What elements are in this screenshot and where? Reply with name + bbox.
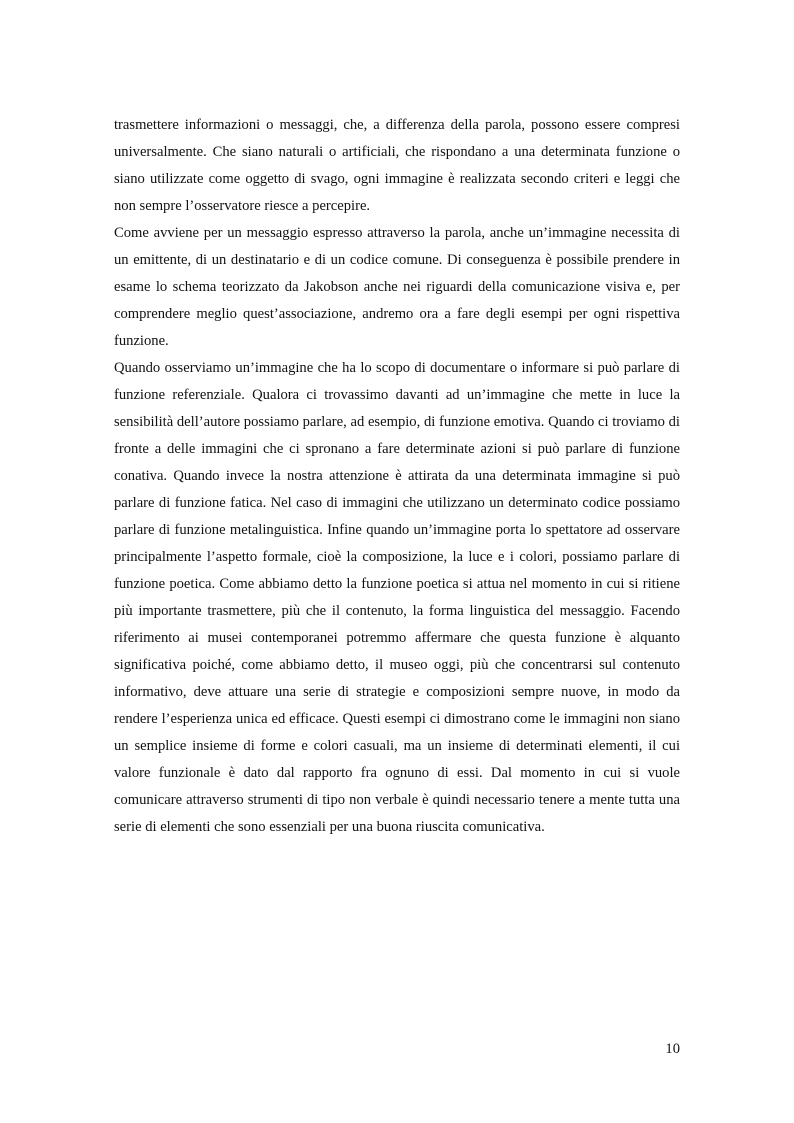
page-number: 10 bbox=[665, 1041, 680, 1057]
paragraph-1: trasmettere informazioni o messaggi, che, a differenza della parola, possono essere compresi universalmente. Che siano naturali o artificiali, che rispondano a una determinata funzione o siano utilizzate come oggetto di svago, ogni immagine è realizzata secondo criteri e leggi che non sempre l’osservatore riesce a percepire. bbox=[114, 117, 680, 214]
paragraph-3: Quando osserviamo un’immagine che ha lo scopo di documentare o informare si può parlare di funzione referenziale. Qualora ci trovassimo davanti ad un’immagine che mette in luce la sensibilità dell’autore possiamo parlare, ad esempio, di funzione emotiva. Quando ci troviamo di fronte a delle immagini che ci spronano a fare determinate azioni si può parlare di funzione conativa. Quando invece la nostra attenzione è attirata da una determinata immagine si può parlare di funzione fatica. Nel caso di immagini che utilizzano un determinato codice possiamo parlare di funzione metalinguistica. Infine quando un’immagine porta lo spettatore ad osservare principalmente l’aspetto formale, cioè la composizione, la luce e i colori, possiamo parlare di funzione poetica. Come abbiamo detto la funzione poetica si attua nel momento in cui si ritiene più importante trasmettere, più che il contenuto, la forma linguistica del messaggio. Facendo riferimento ai musei contemporanei potremmo affermare che questa funzione è alquanto significativa poiché, come abbiamo detto, il museo oggi, più che concentrarsi sul contenuto informativo, deve attuare una serie di strategie e composizioni sempre nuove, in modo da rendere l’esperienza unica ed efficace. Questi esempi ci dimostrano come le immagini non siano un semplice insieme di forme e colori casuali, ma un insieme di determinati elementi, il cui valore funzionale è dato dal rapporto fra ognuno di essi. Dal momento in cui si vuole comunicare attraverso strumenti di tipo non verbale è quindi necessario tenere a mente tutta una serie di elementi che sono essenziali per una buona riuscita comunicativa. bbox=[114, 360, 680, 835]
body-text bbox=[114, 112, 680, 841]
paragraph-2: Come avviene per un messaggio espresso attraverso la parola, anche un’immagine necessita di un emittente, di un destinatario e di un codice comune. Di conseguenza è possibile prendere in esame lo schema teorizzato da Jakobson anche nei riguardi della comunicazione visiva e, per comprendere meglio quest’associazione, andremo ora a fare degli esempi per ogni rispettiva funzione. bbox=[114, 225, 680, 349]
